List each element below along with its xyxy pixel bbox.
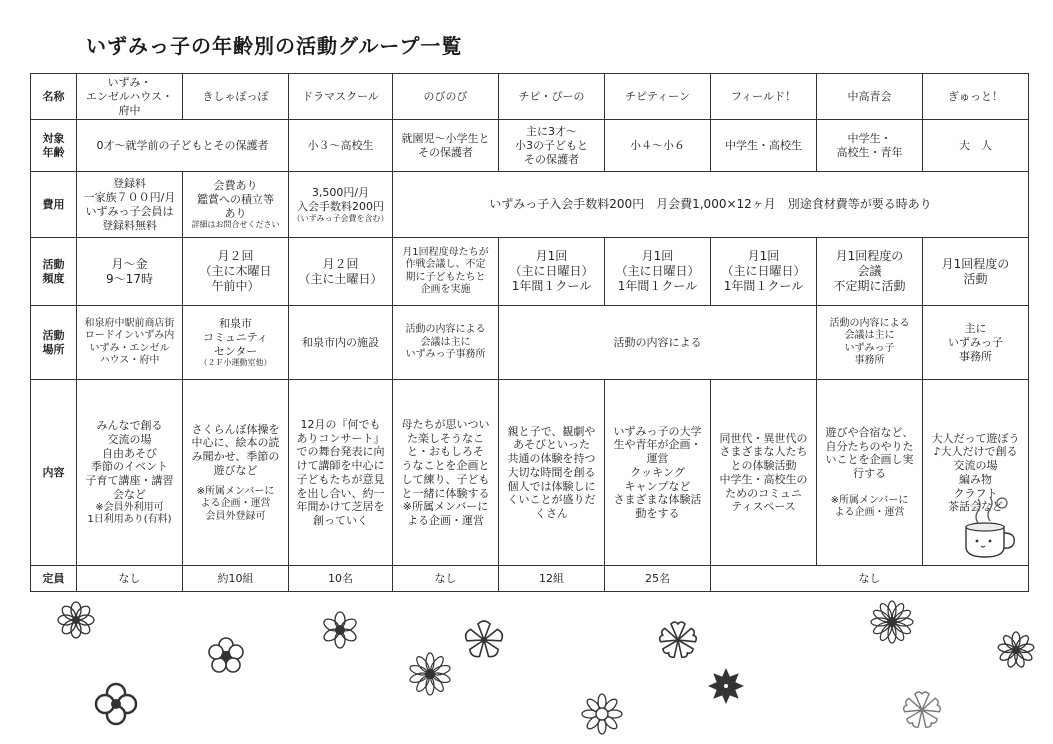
capacity-cell: 約10組 (183, 566, 289, 592)
target-age-cell: 小３～高校生 (289, 120, 393, 172)
place-cell: 活動の内容による 会議は主に いずみっ子事務所 (393, 306, 499, 380)
row-fee (31, 172, 1029, 238)
cherry-blossom-icon (900, 688, 944, 732)
place-cell: 和泉市内の施設 (289, 306, 393, 380)
content-text: みんなで創る 交流の場 自由あそび 季節のイベント 子育て講座・講習 会など (85, 419, 174, 501)
content-cell: いずみっ子の大学 生や青年が企画・ 運営 クッキング キャンプなど さまざまな体験活 動をする (605, 380, 711, 566)
group-name: チピティーン (605, 74, 711, 120)
row-header-target: 対象 年齢 (31, 120, 77, 172)
frequency-cell: 月1回 （主に日曜日） 1年間１クール (711, 238, 817, 306)
capacity-cell: 10名 (289, 566, 393, 592)
frequency-cell: 月２回 （主に木曜日 午前中） (183, 238, 289, 306)
group-name: 中高青会 (817, 74, 923, 120)
activity-groups-table (30, 73, 1029, 592)
group-name: いずみ・ エンゼルハウス・ 府中 (77, 74, 183, 120)
group-name: チピ・ぴーの (499, 74, 605, 120)
fee-note: 詳細はお問合せください (191, 220, 280, 230)
content-cell (817, 380, 923, 566)
content-cell (183, 380, 289, 566)
content-note: ※会員外利用可 1日利用あり(有料) (87, 501, 172, 525)
row-content (31, 380, 1029, 566)
capacity-cell: 25名 (605, 566, 711, 592)
place-cell: 活動の内容による 会議は主に いずみっ子 事務所 (817, 306, 923, 380)
cherry-blossom-icon (656, 618, 700, 662)
target-age-cell: 大 人 (923, 120, 1029, 172)
content-cell (923, 380, 1029, 566)
coffee-mug-icon (960, 495, 1020, 559)
content-cell: 同世代・異世代の さまざまな人たち との体験活動 中学生・高校生の ためのコミュニ ティスペース (711, 380, 817, 566)
fee-text: 3,500円/月 入会手数料200円 (297, 186, 384, 213)
target-age-cell: 主に3才～ 小3の子どもと その保護者 (499, 120, 605, 172)
group-name: のびのび (393, 74, 499, 120)
fee-note: （いずみっ子会費を含む） (292, 213, 389, 223)
row-header-capacity: 定員 (31, 566, 77, 592)
frequency-cell: 月1回程度母たちが 作戦会議し、不定 期に子どもたちと 企画を実施 (393, 238, 499, 306)
content-cell (77, 380, 183, 566)
place-text: 和泉市 コミュニティ センター (203, 317, 268, 358)
flower-icon (206, 636, 246, 676)
frequency-cell: 月1回 （主に日曜日） 1年間１クール (499, 238, 605, 306)
fee-cell (289, 172, 393, 238)
frequency-cell: 月1回程度の 会議 不定期に活動 (817, 238, 923, 306)
flower-icon (870, 600, 914, 644)
target-age-cell: 就園児～小学生と その保護者 (393, 120, 499, 172)
flower-icon (580, 692, 624, 736)
shared-fee-cell: いずみっ子入会手数料200円 月会費1,000×12ヶ月 別途食材費等が要る時あり (393, 172, 1029, 238)
row-header-place: 活動 場所 (31, 306, 77, 380)
fee-cell: 登録料 一家族７００円/月 いずみっ子会員は 登録料無料 (77, 172, 183, 238)
content-text: さくらんぼ体操を 中心に、絵本の読 み聞かせ、季節の 遊びなど (191, 422, 280, 477)
target-age-cell: 中学生・ 高校生・青年 (817, 120, 923, 172)
shared-place-cell: 活動の内容による (499, 306, 817, 380)
capacity-cell: なし (77, 566, 183, 592)
flower-icon (56, 600, 96, 640)
page-title: いずみっ子の年齢別の活動グループ一覧 (86, 34, 463, 58)
swirl-flower-icon (94, 682, 138, 726)
group-name: フィールド！ (711, 74, 817, 120)
group-name: ドラマスクール (289, 74, 393, 120)
target-age-cell: 小４～小６ (605, 120, 711, 172)
frequency-cell: 月～金 9～17時 (77, 238, 183, 306)
target-age-cell: 0才～就学前の子どもとその保護者 (77, 120, 289, 172)
shared-capacity-cell: なし (711, 566, 1029, 592)
fee-cell (183, 172, 289, 238)
place-cell (183, 306, 289, 380)
place-cell: 主に いずみっ子 事務所 (923, 306, 1029, 380)
group-name: ぎゅっと！ (923, 74, 1029, 120)
row-target-age (31, 120, 1029, 172)
row-header-frequency: 活動 頻度 (31, 238, 77, 306)
row-name (31, 74, 1029, 120)
cherry-blossom-icon (462, 618, 506, 662)
group-name: きしゃぽっぽ (183, 74, 289, 120)
capacity-cell: なし (393, 566, 499, 592)
content-note: ※所属メンバーに よる企画・運営 (830, 494, 909, 519)
fee-text: 会費あり 鑑賞への積立等 あり (197, 179, 274, 220)
capacity-cell: 12組 (499, 566, 605, 592)
frequency-cell: 月1回程度の 活動 (923, 238, 1029, 306)
flower-icon (408, 652, 452, 696)
flower-icon (996, 630, 1036, 670)
frequency-cell: 月1回 （主に日曜日） 1年間１クール (605, 238, 711, 306)
target-age-cell: 中学生・高校生 (711, 120, 817, 172)
row-header-content: 内容 (31, 380, 77, 566)
content-cell: 12月の『何でも ありコンサート』 での舞台発表に向 けて講師を中心に 子どもたちが意見 を出し合い、約一 年間かけて芝居を 創っていく (289, 380, 393, 566)
row-capacity (31, 566, 1029, 592)
row-frequency (31, 238, 1029, 306)
star-flower-icon (706, 666, 746, 706)
content-text: 遊びや合宿など、 自分たちのやりた いことを企画し実 行する (825, 425, 914, 480)
content-note: ※所属メンバーに よる企画・運営 会員外登録可 (196, 485, 275, 522)
content-cell: 母たちが思いつい た楽しそうなこ と・おもしろそ うなことを企画と して練り、子ども と一緒に体験する ※所属メンバーに よる企画・運営 (393, 380, 499, 566)
content-text: 大人だって遊ぼう ♪大人だけで創る 交流の場 編み物 クラフト 茶話会など (931, 431, 1020, 514)
row-header-name: 名称 (31, 74, 77, 120)
place-note: （２Ｆ小運動室他） (199, 358, 272, 368)
row-place (31, 306, 1029, 380)
content-cell: 親と子で、観劇や あそびといった 共通の体験を持つ 大切な時間を創る 個人では体験しに くいことが盛りだ くさん (499, 380, 605, 566)
row-header-fee: 費用 (31, 172, 77, 238)
place-cell: 和泉府中駅前商店街 ロードインいずみ内 いずみ・エンゼル ハウス・府中 (77, 306, 183, 380)
frequency-cell: 月２回 （主に土曜日） (289, 238, 393, 306)
flower-icon (320, 610, 360, 650)
